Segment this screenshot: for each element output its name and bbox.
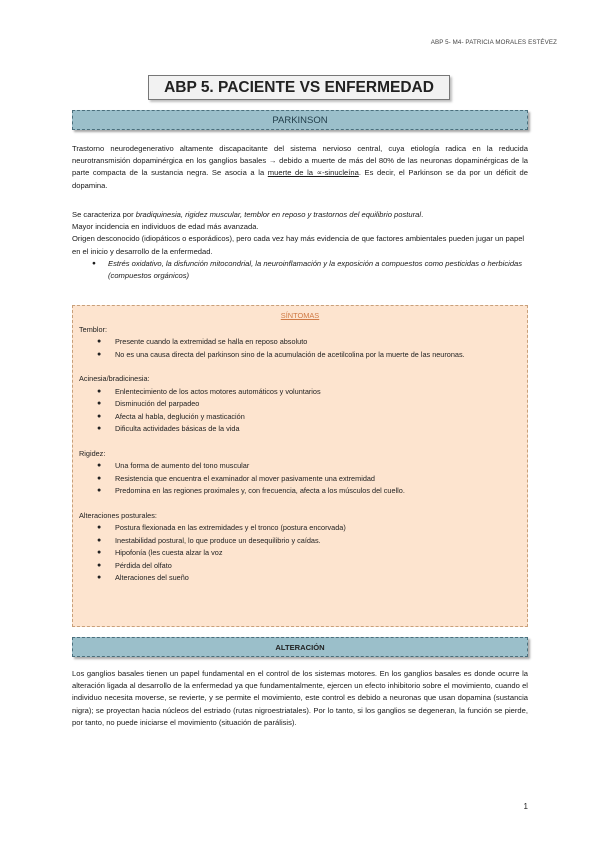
symptom-item-text: Predomina en las regiones proximales y, con frecuencia, afecta a los músculos del cuello. [115, 486, 405, 495]
symptom-item-text: Hipofonía (les cuesta alzar la voz [115, 548, 223, 557]
bullet-icon: ● [97, 338, 102, 345]
symptom-group-heading: Acinesia/bradicinesia: [79, 374, 150, 383]
page-number: 1 [523, 802, 528, 811]
symptom-item [79, 560, 521, 573]
symptom-item [79, 398, 521, 411]
bullet-icon: ● [97, 462, 102, 469]
symptom-group-heading: Temblor: [79, 324, 107, 334]
bullet-icon: ● [97, 561, 102, 569]
bullet-icon: ● [97, 412, 102, 420]
symptom-item [79, 485, 521, 498]
symptoms-box [72, 305, 528, 627]
bullet-icon: ● [97, 574, 102, 581]
symptom-item [79, 460, 521, 473]
symptom-item-text: Resistencia que encuentra el examinador al mover pasivamente una extremidad [115, 473, 375, 483]
running-head: ABP 5- M4- PATRICIA MORALES ESTÉVEZ [430, 39, 557, 46]
characteristics-prefix: Se caracteriza por [72, 210, 136, 219]
symptom-item-text: Inestabilidad postural, lo que produce un desequilibrio y caídas. [115, 535, 321, 545]
bullet-icon: ● [97, 474, 102, 482]
symptom-item [79, 473, 521, 486]
symptom-item-text: Enlentecimiento de los actos motores automáticos y voluntarios [115, 386, 321, 396]
bullet-icon: ● [97, 425, 102, 432]
intro-underlined-text: muerte de la ∝-sinucleína [267, 168, 359, 178]
symptom-item [79, 386, 521, 399]
symptom-item [79, 336, 521, 349]
symptoms-title: SÍNTOMAS [280, 311, 320, 320]
symptom-item [79, 349, 521, 362]
bullet-icon: ● [92, 259, 96, 267]
intro-text: Trastorno neurodegenerativo altamente discapacitante del sistema nervioso central, cuya etiología radica en la reducida neurotransmisión dopaminérgica en los ganglios basales → debido a muerte de más del 80% de las neuronas dopaminérgicas de la parte compacta de la sustancia negra. Se asocia a la [72, 144, 528, 178]
factors-text: Estrés oxidativo, la disfunción mitocondrial, la neuroinflamación y la exposición a compuestos como pesticidas o herbicidas (compuestos orgánicos) [108, 258, 523, 281]
spacer [79, 498, 521, 510]
symptom-item-text: Presente cuando la extremidad se halla en reposo absoluto [115, 337, 308, 346]
symptom-item-text: No es una causa directa del parkinson sino de la acumulación de acetilcolina por la muerte de las neuronas. [115, 349, 465, 359]
section-banner-parkinson: PARKINSON [72, 110, 528, 130]
symptom-item-text: Afecta al habla, deglución y masticación [115, 411, 245, 421]
characteristics-suffix: . [421, 210, 424, 219]
symptom-item-text: Postura flexionada en las extremidades y el tronco (postura encorvada) [115, 523, 346, 532]
symptom-item-text: Pérdida del olfato [115, 560, 172, 570]
age-line: Mayor incidencia en individuos de edad más avanzada. [72, 222, 259, 232]
bullet-icon: ● [97, 487, 102, 494]
characteristics-paragraph [72, 209, 528, 282]
origin-line: Origen desconocido (idiopáticos o esporádicos), pero cada vez hay más evidencia de que factores ambientales pueden jugar un papel en el inicio y desarrollo de la enfermedad. [72, 234, 525, 256]
symptom-item [79, 572, 521, 585]
characteristics-italic: bradiquinesia, rigidez muscular, temblor en reposo y trastornos del equilibrio postural [135, 210, 422, 219]
spacer [79, 361, 521, 373]
bullet-icon: ● [97, 549, 102, 556]
bullet-icon: ● [97, 350, 102, 358]
symptom-item [79, 535, 521, 548]
intro-text-end: . Es decir, el Parkinson se da por un déficit de dopamina. [72, 168, 529, 190]
factors-bullet [72, 258, 528, 282]
section-banner-alteracion: ALTERACIÓN [72, 637, 528, 657]
page-title: ABP 5. PACIENTE VS ENFERMEDAD [148, 75, 450, 100]
characteristics-line [72, 209, 528, 221]
bullet-icon: ● [97, 524, 102, 531]
bullet-icon: ● [97, 387, 102, 395]
symptom-group-heading: Alteraciones posturales: [79, 510, 157, 520]
symptom-item [79, 547, 521, 560]
bullet-icon: ● [97, 536, 102, 544]
symptom-item-text: Dificulta actividades básicas de la vida [115, 424, 240, 433]
symptom-item [79, 411, 521, 424]
bullet-icon: ● [97, 400, 102, 407]
symptom-item-text: Disminución del parpadeo [115, 399, 200, 408]
alteracion-paragraph: Los ganglios basales tienen un papel fundamental en el control de los sistemas motores. En los ganglios basales es donde ocurre la alteración ligada al desarrollo de la enfermedad ya que fundamentalmente, ejercen un efecto inhibitorio sobre el movimiento, cuando el individuo necesita moverse, se revierte, y se permite el movimiento, este control es debido a neuronas que usan dopamina (sustancia nigra); se proyectan hacia núcleos del estriado (rutas nigroestriatales). Por lo tanto, si los ganglios se degeneran, la función se pierde, por tanto, no puede iniciarse el movimiento (situación de parálisis). [72, 669, 528, 727]
symptom-item [79, 423, 521, 436]
symptom-item-text: Una forma de aumento del tono muscular [115, 461, 250, 470]
symptom-group-heading: Rigidez: [79, 448, 106, 458]
intro-paragraph [72, 143, 528, 192]
symptom-item [79, 522, 521, 535]
spacer [79, 436, 521, 448]
symptom-item-text: Alteraciones del sueño [115, 573, 189, 582]
